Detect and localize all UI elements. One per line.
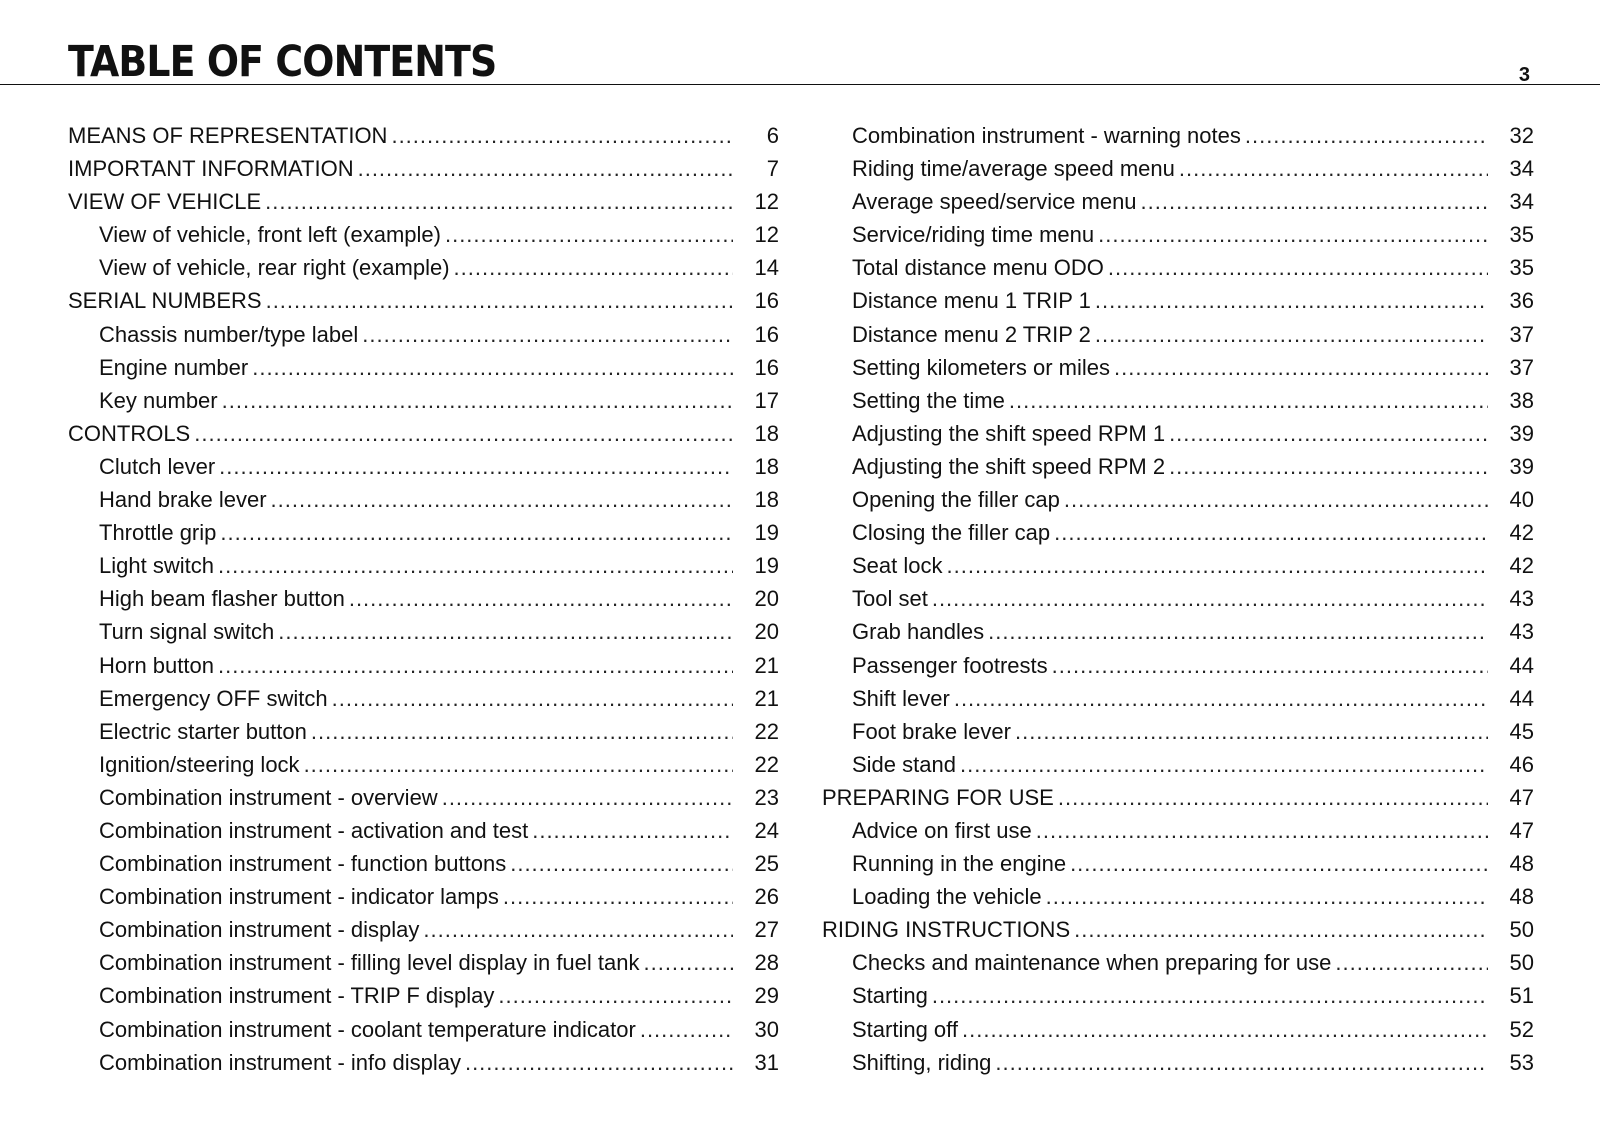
toc-entry-page: 12 — [754, 222, 779, 248]
toc-subsection-entry[interactable] — [68, 483, 779, 516]
toc-entry-page: 53 — [1509, 1049, 1534, 1075]
toc-entry-page: 35 — [1509, 255, 1534, 281]
toc-entry-title: Seat lock — [852, 553, 943, 579]
dot-leader — [498, 979, 733, 1012]
dot-leader — [510, 847, 733, 880]
toc-entry-title: Clutch lever — [99, 453, 216, 479]
dot-leader — [271, 483, 733, 516]
toc-entry-page: 22 — [754, 751, 779, 777]
toc-entry-title: Key number — [99, 387, 218, 413]
toc-subsection-entry[interactable] — [68, 450, 779, 483]
toc-entry-title: Tool set — [852, 586, 928, 612]
dot-leader — [962, 1013, 1488, 1046]
toc-entry-title: Side stand — [852, 751, 956, 777]
toc-entry-page: 7 — [766, 156, 779, 182]
toc-entry-title: Combination instrument - indicator lamps — [99, 884, 499, 910]
toc-entry-title: Combination instrument - activation and test — [99, 817, 529, 843]
toc-entry-title: Combination instrument - filling level display in fuel tank — [99, 950, 640, 976]
toc-subsection-entry[interactable] — [822, 284, 1534, 317]
toc-subsection-entry[interactable] — [68, 880, 779, 913]
toc-entry-page: 52 — [1509, 1016, 1534, 1042]
toc-entry-title: Running in the engine — [852, 851, 1067, 877]
toc-subsection-entry[interactable] — [822, 384, 1534, 417]
toc-subsection-entry[interactable] — [822, 417, 1534, 450]
toc-entry-page: 20 — [754, 619, 779, 645]
toc-entry-page: 38 — [1509, 387, 1534, 413]
toc-entry-title: Starting — [852, 983, 928, 1009]
toc-entry-title: Ignition/steering lock — [99, 751, 300, 777]
toc-entry-page: 42 — [1509, 520, 1534, 546]
toc-section-entry[interactable] — [68, 185, 779, 218]
toc-entry-page: 34 — [1509, 189, 1534, 215]
toc-entry-title: CONTROLS — [68, 420, 191, 446]
toc-subsection-entry[interactable] — [822, 946, 1534, 979]
toc-entry-page: 27 — [754, 917, 779, 943]
dot-leader — [442, 781, 733, 814]
toc-entry-title: Emergency OFF switch — [99, 685, 328, 711]
toc-entry-title: Engine number — [99, 354, 249, 380]
toc-entry-title: Foot brake lever — [852, 718, 1011, 744]
toc-entry-title: Combination instrument - warning notes — [852, 123, 1241, 148]
dot-leader — [1046, 880, 1488, 913]
dot-leader — [311, 715, 733, 748]
toc-entry-page: 43 — [1509, 619, 1534, 645]
toc-subsection-entry[interactable] — [68, 1013, 779, 1046]
toc-entry-page: 24 — [754, 817, 779, 843]
toc-entry-title: Service/riding time menu — [852, 222, 1095, 248]
toc-section-entry[interactable] — [822, 913, 1534, 946]
toc-entry-title: Shifting, riding — [852, 1049, 992, 1075]
toc-entry-page: 16 — [754, 288, 779, 314]
toc-entry-title: RIDING INSTRUCTIONS — [822, 917, 1071, 943]
toc-entry-title: VIEW OF VEHICLE — [68, 189, 262, 215]
toc-entry-page: 46 — [1509, 751, 1534, 777]
dot-leader — [1114, 351, 1488, 384]
toc-entry-page: 32 — [1509, 123, 1534, 148]
dot-leader — [194, 417, 733, 450]
toc-entry-title: High beam flasher button — [99, 586, 345, 612]
toc-subsection-entry[interactable] — [68, 582, 779, 615]
dot-leader — [423, 913, 733, 946]
toc-subsection-entry[interactable] — [68, 549, 779, 582]
toc-entry-page: 50 — [1509, 950, 1534, 976]
toc-entry-title: Total distance menu ODO — [852, 255, 1104, 281]
dot-leader — [218, 649, 733, 682]
dot-leader — [932, 582, 1488, 615]
toc-subsection-entry[interactable] — [822, 649, 1534, 682]
dot-leader — [960, 748, 1488, 781]
toc-subsection-entry[interactable] — [68, 847, 779, 880]
toc-entry-page: 22 — [754, 718, 779, 744]
dot-leader — [265, 185, 733, 218]
toc-entry-page: 18 — [754, 420, 779, 446]
toc-entry-title: Hand brake lever — [99, 487, 267, 513]
toc-entry-page: 23 — [754, 784, 779, 810]
toc-entry-page: 12 — [754, 189, 779, 215]
dot-leader — [1108, 251, 1488, 284]
toc-subsection-entry[interactable] — [822, 450, 1534, 483]
toc-entry-title: Advice on first use — [852, 817, 1032, 843]
toc-subsection-entry[interactable] — [822, 218, 1534, 251]
dot-leader — [278, 615, 733, 648]
toc-subsection-entry[interactable] — [822, 615, 1534, 648]
toc-entry-title: View of vehicle, rear right (example) — [99, 255, 450, 281]
toc-entry-page: 21 — [754, 652, 779, 678]
toc-entry-page: 16 — [754, 354, 779, 380]
toc-entry-title: MEANS OF REPRESENTATION — [68, 123, 388, 148]
toc-entry-page: 31 — [754, 1049, 779, 1075]
toc-entry-page: 48 — [1509, 884, 1534, 910]
dot-leader — [391, 119, 733, 152]
dot-leader — [1098, 218, 1488, 251]
dot-leader — [252, 351, 733, 384]
toc-entry-page: 6 — [766, 123, 779, 148]
dot-leader — [1054, 516, 1488, 549]
toc-entry-page: 43 — [1509, 586, 1534, 612]
toc-entry-page: 30 — [754, 1016, 779, 1042]
dot-leader — [219, 450, 733, 483]
toc-entry-title: Combination instrument - overview — [99, 784, 438, 810]
toc-subsection-entry[interactable] — [68, 781, 779, 814]
toc-subsection-entry[interactable] — [68, 351, 779, 384]
toc-subsection-entry[interactable] — [822, 483, 1534, 516]
dot-leader — [1058, 781, 1488, 814]
dot-leader — [362, 318, 733, 351]
toc-entry-page: 37 — [1509, 321, 1534, 347]
dot-leader — [503, 880, 733, 913]
dot-leader — [1095, 284, 1488, 317]
dot-leader — [995, 1046, 1488, 1079]
dot-leader — [1064, 483, 1488, 516]
toc-entry-title: Setting kilometers or miles — [852, 354, 1110, 380]
toc-subsection-entry[interactable] — [68, 615, 779, 648]
toc-entry-page: 48 — [1509, 851, 1534, 877]
dot-leader — [1169, 417, 1488, 450]
toc-entry-page: 14 — [754, 255, 779, 281]
toc-entry-title: Passenger footrests — [852, 652, 1048, 678]
toc-entry-page: 28 — [754, 950, 779, 976]
dot-leader — [532, 814, 733, 847]
toc-entry-title: Horn button — [99, 652, 214, 678]
dot-leader — [1074, 913, 1488, 946]
toc-subsection-entry[interactable] — [68, 1046, 779, 1079]
toc-entry-page: 35 — [1509, 222, 1534, 248]
toc-subsection-entry[interactable] — [68, 218, 779, 251]
toc-entry-page: 39 — [1509, 420, 1534, 446]
toc-subsection-entry[interactable] — [822, 185, 1534, 218]
toc-entry-title: Throttle grip — [99, 520, 217, 546]
dot-leader — [1335, 946, 1488, 979]
dot-leader — [1141, 185, 1488, 218]
dot-leader — [1179, 152, 1488, 185]
dot-leader — [218, 549, 733, 582]
toc-section-entry[interactable] — [822, 781, 1534, 814]
toc-subsection-entry[interactable] — [822, 979, 1534, 1012]
toc-entry-page: 20 — [754, 586, 779, 612]
toc-entry-title: Chassis number/type label — [99, 321, 359, 347]
dot-leader — [643, 946, 733, 979]
dot-leader — [445, 218, 733, 251]
toc-subsection-entry[interactable] — [822, 847, 1534, 880]
toc-subsection-entry[interactable] — [68, 384, 779, 417]
dot-leader — [266, 284, 733, 317]
toc-subsection-entry[interactable] — [822, 880, 1534, 913]
dot-leader — [1169, 450, 1488, 483]
toc-entry-page: 18 — [754, 453, 779, 479]
toc-left-column — [68, 119, 779, 1079]
toc-subsection-entry[interactable] — [68, 913, 779, 946]
dot-leader — [1052, 649, 1488, 682]
toc-entry-title: Opening the filler cap — [852, 487, 1060, 513]
toc-entry-title: IMPORTANT INFORMATION — [68, 156, 354, 182]
toc-entry-title: PREPARING FOR USE — [822, 784, 1054, 810]
toc-subsection-entry[interactable] — [68, 979, 779, 1012]
page-number: 3 — [1518, 64, 1530, 86]
dot-leader — [358, 152, 733, 185]
toc-entry-page: 47 — [1509, 817, 1534, 843]
dot-leader — [220, 516, 733, 549]
toc-entry-title: Average speed/service menu — [852, 189, 1137, 215]
toc-subsection-entry[interactable] — [68, 516, 779, 549]
toc-entry-title: Loading the vehicle — [852, 884, 1042, 910]
toc-subsection-entry[interactable] — [68, 946, 779, 979]
dot-leader — [332, 682, 733, 715]
dot-leader — [222, 384, 733, 417]
dot-leader — [1095, 318, 1488, 351]
toc-entry-title: Combination instrument - info display — [99, 1049, 461, 1075]
toc-entry-title: Distance menu 2 TRIP 2 — [852, 321, 1091, 347]
dot-leader — [640, 1013, 733, 1046]
dot-leader — [1070, 847, 1488, 880]
toc-entry-page: 29 — [754, 983, 779, 1009]
toc-entry-page: 42 — [1509, 553, 1534, 579]
toc-subsection-entry[interactable] — [822, 318, 1534, 351]
toc-entry-title: View of vehicle, front left (example) — [99, 222, 441, 248]
toc-entry-title: Light switch — [99, 553, 214, 579]
toc-section-entry[interactable] — [68, 284, 779, 317]
toc-entry-title: Combination instrument - coolant temperature indicator — [99, 1016, 636, 1042]
dot-leader — [1036, 814, 1488, 847]
toc-subsection-entry[interactable] — [822, 715, 1534, 748]
toc-subsection-entry[interactable] — [68, 682, 779, 715]
toc-entry-page: 44 — [1509, 685, 1534, 711]
toc-subsection-entry[interactable] — [68, 318, 779, 351]
header-rule — [0, 84, 1600, 85]
toc-entry-page: 17 — [754, 387, 779, 413]
toc-entry-title: Starting off — [852, 1016, 958, 1042]
toc-subsection-entry[interactable] — [822, 549, 1534, 582]
dot-leader — [454, 251, 733, 284]
toc-entry-title: SERIAL NUMBERS — [68, 288, 262, 314]
toc-section-entry[interactable] — [68, 119, 779, 152]
toc-entry-title: Turn signal switch — [99, 619, 275, 645]
toc-entry-page: 50 — [1509, 917, 1534, 943]
dot-leader — [304, 748, 733, 781]
toc-section-entry[interactable] — [68, 152, 779, 185]
toc-entry-page: 36 — [1509, 288, 1534, 314]
toc-entry-page: 34 — [1509, 156, 1534, 182]
toc-entry-title: Distance menu 1 TRIP 1 — [852, 288, 1091, 314]
toc-entry-title: Electric starter button — [99, 718, 307, 744]
toc-entry-page: 21 — [754, 685, 779, 711]
toc-entry-title: Combination instrument - TRIP F display — [99, 983, 495, 1009]
toc-entry-page: 47 — [1509, 784, 1534, 810]
toc-entry-page: 39 — [1509, 453, 1534, 479]
toc-entry-title: Shift lever — [852, 685, 950, 711]
toc-entry-page: 19 — [754, 520, 779, 546]
toc-entry-title: Setting the time — [852, 387, 1005, 413]
toc-entry-title: Closing the filler cap — [852, 520, 1051, 546]
toc-subsection-entry[interactable] — [822, 152, 1534, 185]
toc-entry-title: Checks and maintenance when preparing for use — [852, 950, 1332, 976]
dot-leader — [465, 1046, 733, 1079]
toc-entry-title: Grab handles — [852, 619, 985, 645]
toc-subsection-entry[interactable] — [822, 119, 1534, 152]
toc-entry-page: 16 — [754, 321, 779, 347]
toc-subsection-entry[interactable] — [822, 1046, 1534, 1079]
toc-entry-title: Adjusting the shift speed RPM 2 — [852, 453, 1166, 479]
toc-subsection-entry[interactable] — [822, 682, 1534, 715]
toc-entry-page: 26 — [754, 884, 779, 910]
toc-right-column — [822, 119, 1534, 1079]
toc-subsection-entry[interactable] — [822, 351, 1534, 384]
toc-entry-page: 18 — [754, 487, 779, 513]
toc-entry-title: Combination instrument - display — [99, 917, 420, 943]
toc-subsection-entry[interactable] — [822, 1013, 1534, 1046]
toc-entry-page: 44 — [1509, 652, 1534, 678]
toc-subsection-entry[interactable] — [822, 748, 1534, 781]
toc-entry-page: 40 — [1509, 487, 1534, 513]
dot-leader — [947, 549, 1489, 582]
toc-entry-page: 25 — [754, 851, 779, 877]
dot-leader — [1245, 119, 1488, 152]
toc-entry-title: Riding time/average speed menu — [852, 156, 1175, 182]
toc-entry-page: 51 — [1509, 983, 1534, 1009]
toc-entry-title: Adjusting the shift speed RPM 1 — [852, 420, 1166, 446]
page-title: TABLE OF CONTENTS — [68, 37, 497, 87]
toc-entry-page: 45 — [1509, 718, 1534, 744]
dot-leader — [1015, 715, 1488, 748]
toc-subsection-entry[interactable] — [68, 715, 779, 748]
toc-entry-page: 19 — [754, 553, 779, 579]
toc-subsection-entry[interactable] — [822, 582, 1534, 615]
dot-leader — [932, 979, 1488, 1012]
toc-subsection-entry[interactable] — [68, 748, 779, 781]
toc-subsection-entry[interactable] — [822, 814, 1534, 847]
toc-entry-page: 37 — [1509, 354, 1534, 380]
dot-leader — [1009, 384, 1488, 417]
toc-subsection-entry[interactable] — [68, 649, 779, 682]
toc-section-entry[interactable] — [68, 417, 779, 450]
dot-leader — [349, 582, 733, 615]
toc-subsection-entry[interactable] — [822, 251, 1534, 284]
toc-subsection-entry[interactable] — [822, 516, 1534, 549]
toc-subsection-entry[interactable] — [68, 814, 779, 847]
toc-entry-title: Combination instrument - function buttons — [99, 851, 507, 877]
dot-leader — [954, 682, 1488, 715]
dot-leader — [988, 615, 1488, 648]
toc-subsection-entry[interactable] — [68, 251, 779, 284]
